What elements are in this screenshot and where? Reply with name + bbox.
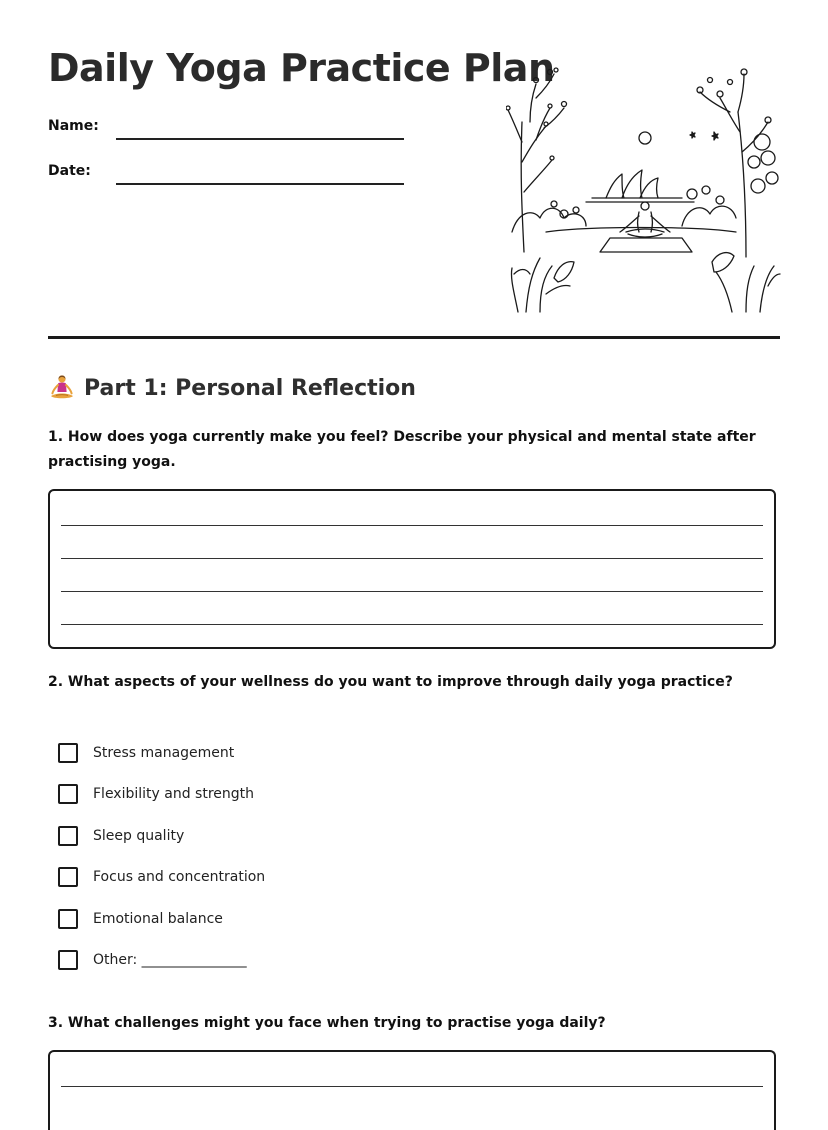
option-label: Sleep quality xyxy=(93,827,185,844)
option-label: Stress management xyxy=(93,744,235,761)
checkbox[interactable] xyxy=(58,743,78,763)
option-label: Emotional balance xyxy=(93,910,223,927)
page-title: Daily Yoga Practice Plan xyxy=(48,46,555,90)
checkbox[interactable] xyxy=(58,909,78,929)
option-focus-concentration[interactable] xyxy=(58,857,558,899)
date-field xyxy=(48,163,408,193)
date-input-line[interactable] xyxy=(116,183,404,185)
option-flexibility-strength[interactable] xyxy=(58,774,558,816)
option-other[interactable] xyxy=(58,940,558,982)
option-label: Other: _______________ xyxy=(93,952,247,969)
header-divider xyxy=(48,336,780,339)
name-label: Name: xyxy=(48,118,99,134)
yoga-garden-illustration xyxy=(506,62,782,322)
answer-line xyxy=(61,624,763,625)
option-stress-management[interactable] xyxy=(58,732,558,774)
option-sleep-quality[interactable] xyxy=(58,815,558,857)
answer-line xyxy=(61,558,763,559)
answer-box-1[interactable] xyxy=(48,489,776,649)
checkbox[interactable] xyxy=(58,784,78,804)
option-label: Flexibility and strength xyxy=(93,786,255,803)
question-2: 2. What aspects of your wellness do you want to improve through daily yoga practice? xyxy=(48,674,733,690)
answer-line xyxy=(61,525,763,526)
wellness-options xyxy=(58,732,558,981)
answer-line xyxy=(61,1086,763,1087)
date-label: Date: xyxy=(48,163,91,179)
answer-line xyxy=(61,591,763,592)
option-emotional-balance[interactable] xyxy=(58,898,558,940)
answer-box-3[interactable] xyxy=(48,1050,776,1130)
checkbox[interactable] xyxy=(58,826,78,846)
question-1: 1. How does yoga currently make you feel? Describe your physical and mental state after practising yoga. xyxy=(48,429,756,470)
part1-title: Part 1: Personal Reflection xyxy=(84,375,416,401)
meditation-person-icon xyxy=(48,374,76,402)
name-input-line[interactable] xyxy=(116,138,404,140)
part1-heading xyxy=(48,374,416,402)
question-3: 3. What challenges might you face when trying to practise yoga daily? xyxy=(48,1015,606,1031)
name-field xyxy=(48,118,408,148)
option-label: Focus and concentration xyxy=(93,869,266,886)
checkbox[interactable] xyxy=(58,950,78,970)
checkbox[interactable] xyxy=(58,867,78,887)
